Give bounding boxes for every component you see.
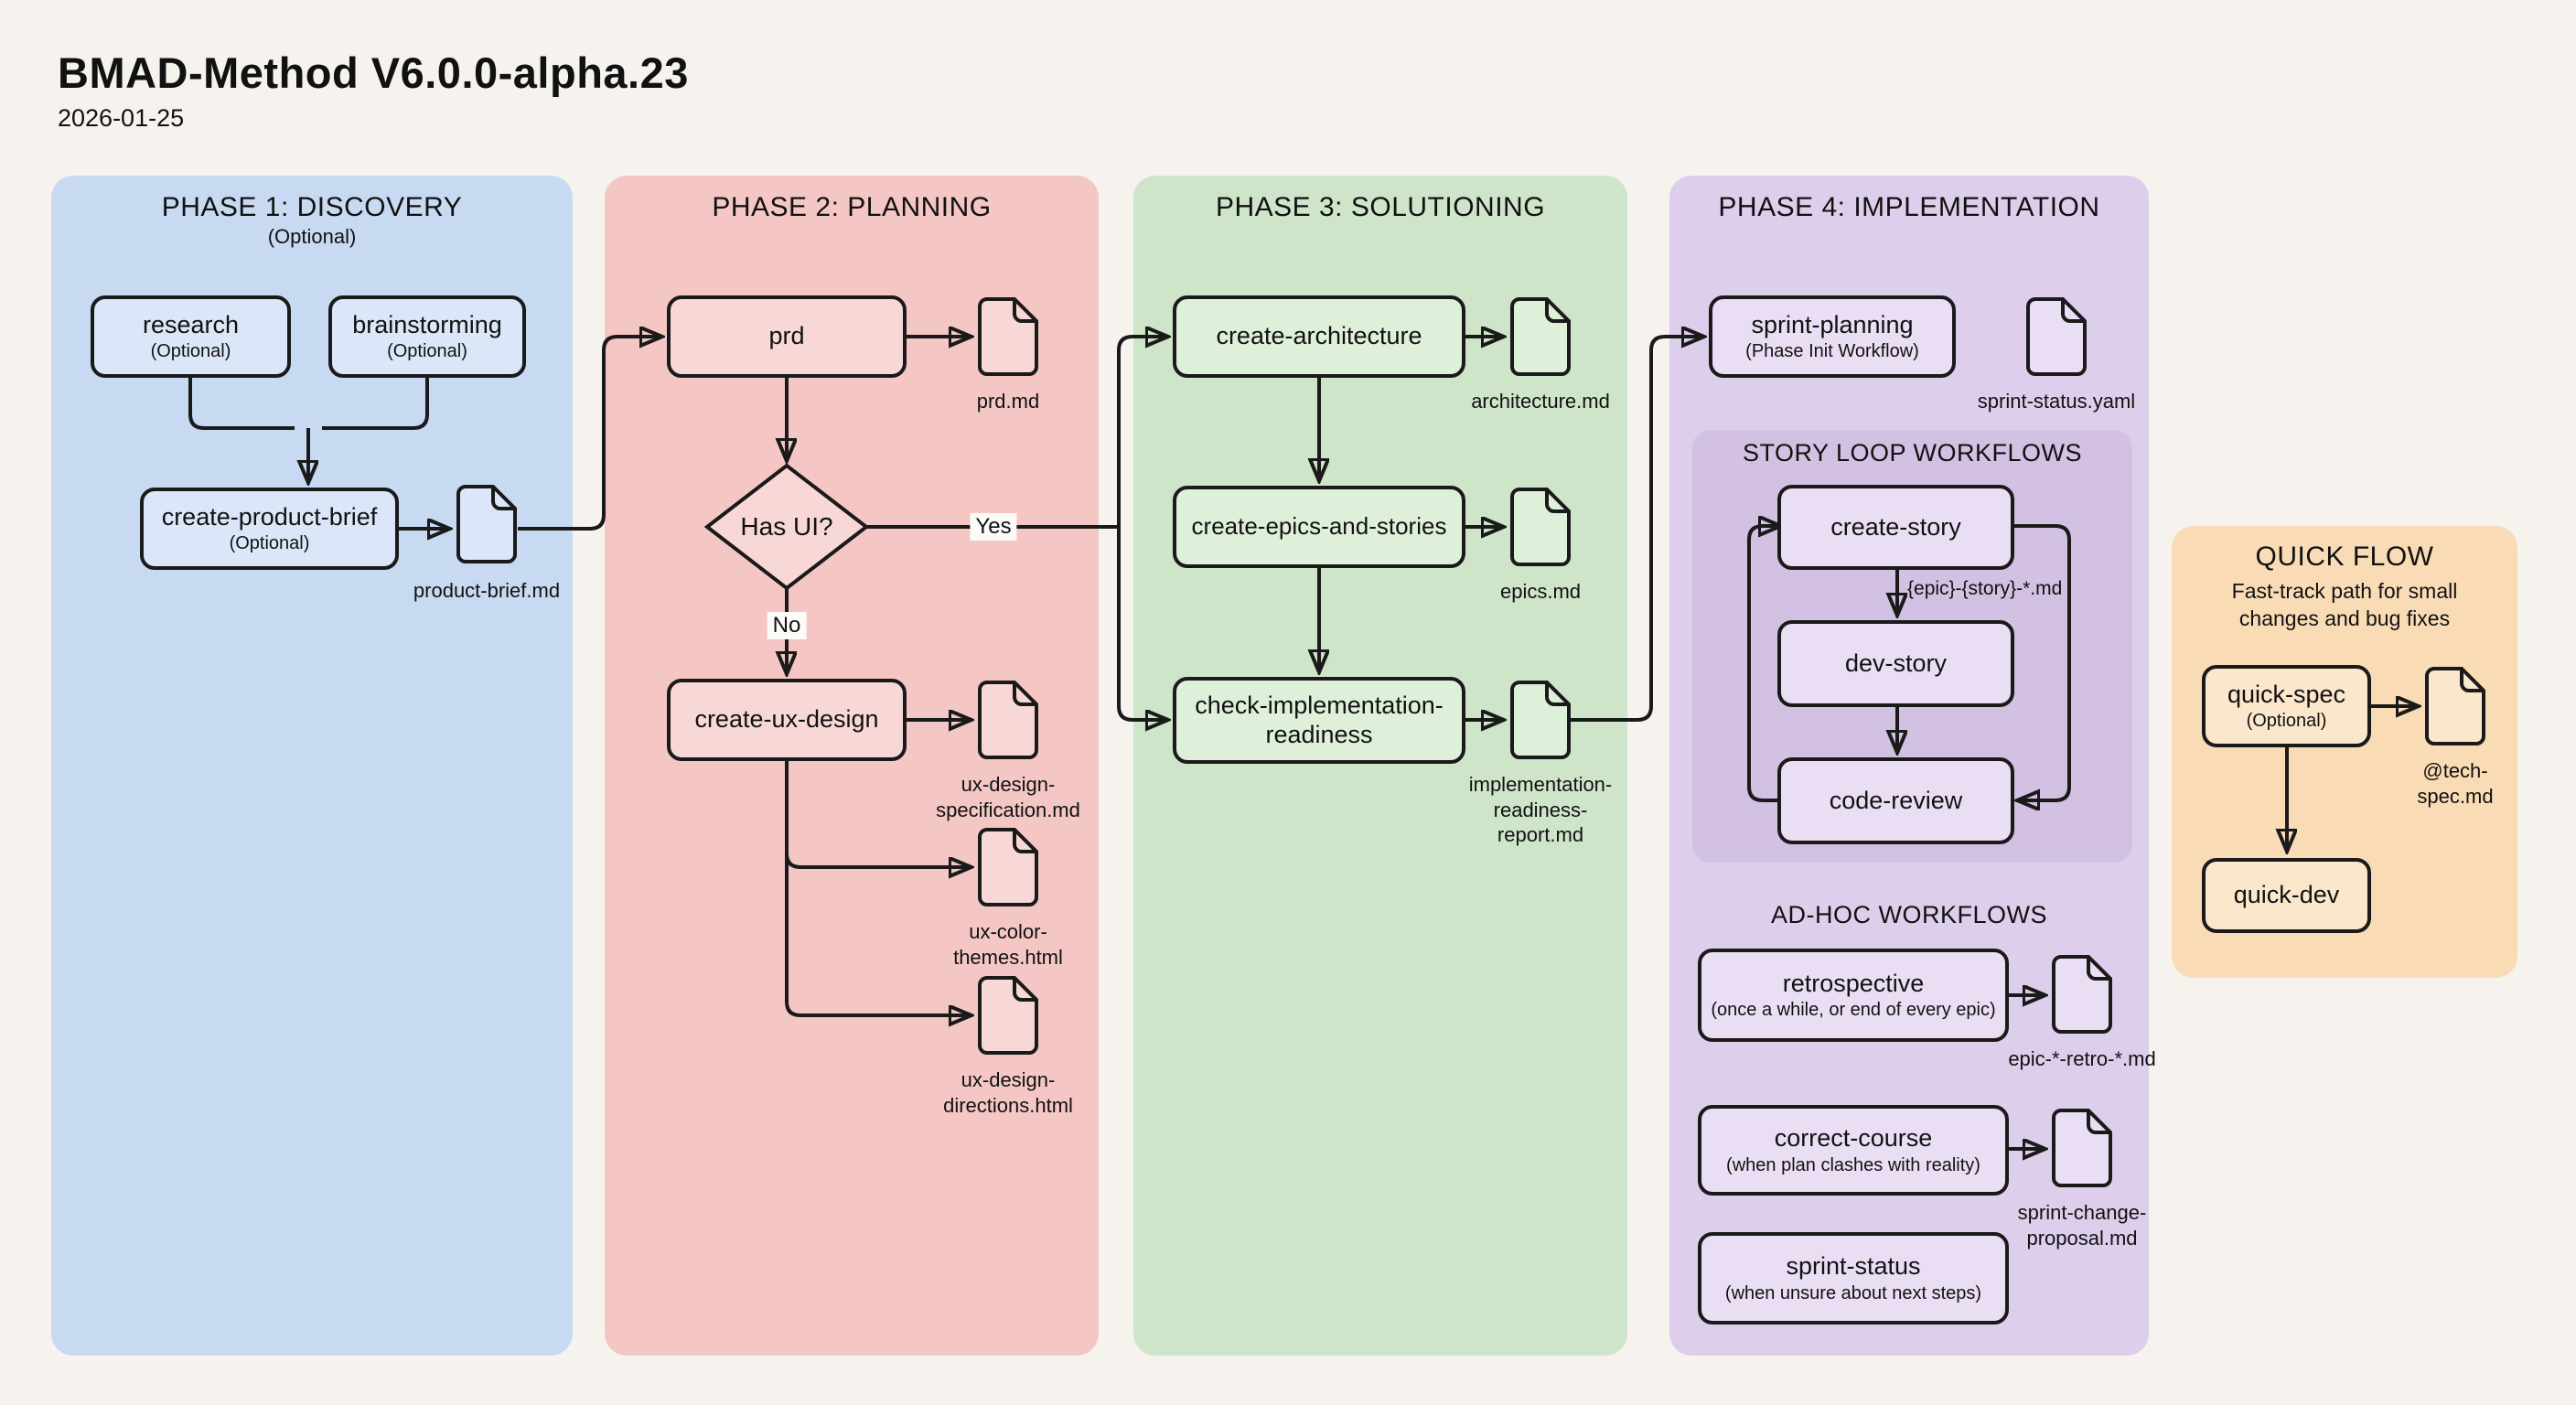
- document-icon-epic-retro: [2050, 953, 2114, 1037]
- doc-label-epics: epics.md: [1499, 580, 1582, 603]
- edge-label-epic-story-md: {epic}-{story}-*.md: [1907, 578, 2063, 599]
- document-icon-tech-spec: [2423, 665, 2487, 749]
- adhoc-header: AD-HOC WORKFLOWS: [1771, 901, 2047, 928]
- node-brainstorming-label: brainstorming: [352, 310, 502, 338]
- node-retrospective: [1698, 949, 2009, 1042]
- edge-label-yes: Yes: [970, 513, 1016, 541]
- node-sprint-status-sub: (when unsure about next steps): [1724, 1282, 1982, 1303]
- node-create-product-brief-label: create-product-brief: [161, 502, 378, 531]
- quick-flow-subtitle: Fast-track path for small changes and bug fixes: [2231, 579, 2458, 630]
- node-create-ux-design-label: create-ux-design: [694, 705, 879, 734]
- node-create-architecture: [1173, 295, 1465, 378]
- node-check-implementation-readiness-label: check-implementation-readiness: [1195, 692, 1444, 748]
- node-sprint-planning-label: sprint-planning: [1751, 310, 1914, 338]
- node-correct-course-label: correct-course: [1774, 1124, 1933, 1153]
- node-create-architecture-label: create-architecture: [1216, 322, 1422, 350]
- phase2-header: PHASE 2: PLANNING: [712, 192, 992, 222]
- document-icon-sprint-change-proposal: [2050, 1107, 2114, 1191]
- document-icon-ux-color-themes: [976, 826, 1040, 910]
- node-create-story: [1777, 485, 2014, 570]
- document-icon-ux-design-directions: [976, 974, 1040, 1058]
- node-quick-spec-sub: (Optional): [2246, 711, 2327, 732]
- node-brainstorming-sub: (Optional): [387, 341, 467, 362]
- node-code-review: [1777, 757, 2014, 844]
- document-icon-architecture: [1508, 295, 1572, 380]
- node-sprint-status: [1698, 1232, 2009, 1325]
- doc-label-sprint-status-yaml: sprint-status.yaml: [1977, 390, 2136, 413]
- phase4-header: PHASE 4: IMPLEMENTATION: [1718, 192, 2100, 222]
- node-correct-course-sub: (when plan clashes with reality): [1726, 1154, 1980, 1175]
- node-check-implementation-readiness: [1173, 677, 1465, 764]
- node-research-sub: (Optional): [150, 341, 231, 362]
- phase1-header-sub: (Optional): [267, 225, 357, 248]
- document-icon-prd: [976, 295, 1040, 380]
- node-retrospective-sub: (once a while, or end of every epic): [1711, 1000, 1996, 1021]
- doc-label-product-brief: product-brief.md: [413, 579, 561, 602]
- node-create-story-label: create-story: [1830, 512, 1961, 541]
- decision-has-ui-label: Has UI?: [740, 512, 833, 541]
- phase1-header: PHASE 1: DISCOVERY: [161, 192, 463, 222]
- node-quick-dev: [2202, 858, 2371, 933]
- doc-label-prd: prd.md: [976, 390, 1040, 413]
- node-create-product-brief-sub: (Optional): [229, 533, 310, 554]
- node-research-label: research: [142, 310, 240, 338]
- document-icon-product-brief: [455, 483, 519, 567]
- node-sprint-planning: [1709, 295, 1956, 378]
- node-brainstorming: [328, 295, 526, 378]
- doc-label-epic-retro: epic-*-retro-*.md: [2008, 1047, 2156, 1070]
- doc-label-sprint-change-proposal: sprint-change-proposal.md: [2017, 1201, 2147, 1249]
- doc-label-ux-color-themes: ux-color-themes.html: [953, 920, 1063, 969]
- node-dev-story: [1777, 620, 2014, 707]
- node-create-epics-and-stories: [1173, 486, 1465, 568]
- node-dev-story-label: dev-story: [1844, 649, 1948, 677]
- page-date: 2026-01-25: [58, 104, 185, 132]
- document-icon-ux-design-specification: [976, 679, 1040, 763]
- node-prd: [667, 295, 907, 378]
- node-create-product-brief: [140, 488, 399, 570]
- story-loop-header: STORY LOOP WORKFLOWS: [1742, 439, 2083, 467]
- node-quick-spec: [2202, 665, 2371, 747]
- quick-flow-header: QUICK FLOW: [2255, 542, 2434, 572]
- phase3-header: PHASE 3: SOLUTIONING: [1215, 192, 1546, 222]
- node-prd-label: prd: [768, 322, 805, 350]
- node-research: [91, 295, 291, 378]
- doc-label-ux-design-specification: ux-design-specification.md: [936, 773, 1080, 821]
- node-sprint-status-label: sprint-status: [1786, 1252, 1921, 1281]
- document-icon-implementation-readiness-report: [1508, 679, 1572, 763]
- document-icon-epics: [1508, 486, 1572, 570]
- node-quick-dev-label: quick-dev: [2233, 881, 2340, 909]
- doc-label-implementation-readiness-report: implementation-readiness-report.md: [1468, 773, 1613, 846]
- doc-label-ux-design-directions: ux-design-directions.html: [943, 1068, 1073, 1117]
- document-icon-sprint-status-yaml: [2024, 295, 2088, 380]
- page-title: BMAD-Method V6.0.0-alpha.23: [58, 48, 689, 97]
- node-create-ux-design: [667, 679, 907, 761]
- node-code-review-label: code-review: [1829, 786, 1963, 814]
- edge-label-no: No: [767, 612, 807, 639]
- doc-label-tech-spec: @tech-spec.md: [2417, 759, 2494, 808]
- node-create-epics-and-stories-label: create-epics-and-stories: [1191, 512, 1447, 541]
- node-quick-spec-label: quick-spec: [2227, 680, 2346, 708]
- doc-label-architecture: architecture.md: [1471, 390, 1610, 413]
- phase2-connectors: [707, 337, 1166, 1015]
- node-correct-course: [1698, 1105, 2009, 1196]
- node-sprint-planning-sub: (Phase Init Workflow): [1745, 341, 1919, 362]
- node-retrospective-label: retrospective: [1782, 969, 1925, 997]
